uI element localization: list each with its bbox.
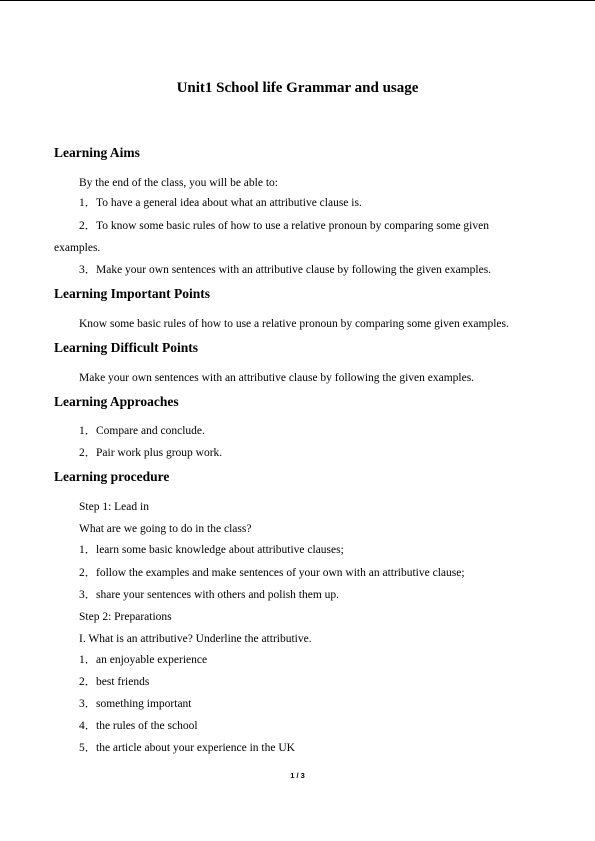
aims-item-1-number: 1． xyxy=(79,197,97,209)
top-border-rule xyxy=(0,0,595,1)
step2-item-1-number: 1． xyxy=(79,654,97,666)
approaches-item-1 xyxy=(79,424,205,438)
approaches-item-2 xyxy=(79,446,222,460)
step2-item-3 xyxy=(79,697,192,711)
step1-item-3-number: 3． xyxy=(79,589,97,601)
aims-item-3-text: Make your own sentences with an attributive clause by following the given examples. xyxy=(96,264,492,276)
aims-item-3-number: 3． xyxy=(79,264,97,276)
step2-item-2-number: 2． xyxy=(79,676,97,688)
step1-item-2-number: 2． xyxy=(79,567,97,579)
step1-title: Step 1: Lead in xyxy=(79,501,149,513)
document-title: Unit1 School life Grammar and usage xyxy=(176,80,419,96)
aims-intro: By the end of the class, you will be able to: xyxy=(79,177,278,189)
step1-item-1-number: 1． xyxy=(79,544,97,556)
step2-item-2-text: best friends xyxy=(96,676,150,688)
aims-item-1-text: To have a general idea about what an attributive clause is. xyxy=(96,197,362,209)
heading-learning-procedure: Learning procedure xyxy=(54,469,170,484)
approaches-item-1-number: 1． xyxy=(79,425,97,437)
step1-item-1 xyxy=(79,543,344,557)
step2-item-5-number: 5． xyxy=(79,742,97,754)
step1-item-3 xyxy=(79,588,339,602)
page-number: 1 / 3 xyxy=(290,771,305,780)
step1-item-2-text: follow the examples and make sentences of your own with an attributive clause; xyxy=(96,567,465,579)
heading-important-points: Learning Important Points xyxy=(54,286,211,301)
aims-item-1 xyxy=(79,196,362,210)
aims-item-2 xyxy=(79,219,489,233)
step2-item-4-text: the rules of the school xyxy=(96,720,198,732)
aims-item-3 xyxy=(79,263,491,277)
aims-item-2-continuation: examples. xyxy=(54,242,101,254)
step1-question: What are we going to do in the class? xyxy=(79,523,252,535)
aims-item-2-number: 2． xyxy=(79,220,97,232)
step2-item-1 xyxy=(79,653,207,667)
heading-learning-aims: Learning Aims xyxy=(54,145,140,160)
step2-item-1-text: an enjoyable experience xyxy=(96,654,208,666)
step2-item-5-text: the article about your experience in the UK xyxy=(96,742,295,754)
step1-item-2 xyxy=(79,566,465,580)
step2-item-4 xyxy=(79,719,198,733)
step1-item-3-text: share your sentences with others and polish them up. xyxy=(96,589,340,601)
approaches-item-1-text: Compare and conclude. xyxy=(96,425,205,437)
step2-item-3-number: 3． xyxy=(79,698,97,710)
approaches-item-2-text: Pair work plus group work. xyxy=(96,447,223,459)
difficult-points-text: Make your own sentences with an attributive clause by following the given examples. xyxy=(79,372,475,384)
heading-learning-approaches: Learning Approaches xyxy=(54,394,179,409)
step1-item-1-text: learn some basic knowledge about attributive clauses; xyxy=(96,544,344,556)
approaches-item-2-number: 2． xyxy=(79,447,97,459)
important-points-text: Know some basic rules of how to use a relative pronoun by comparing some given examples. xyxy=(79,318,509,330)
heading-difficult-points: Learning Difficult Points xyxy=(54,340,198,355)
aims-item-2-text: To know some basic rules of how to use a relative pronoun by comparing some given xyxy=(96,220,489,232)
step2-question: I. What is an attributive? Underline the attributive. xyxy=(79,633,312,645)
step2-item-5 xyxy=(79,741,295,755)
step2-item-2 xyxy=(79,675,149,689)
step2-title: Step 2: Preparations xyxy=(79,611,172,623)
step2-item-3-text: something important xyxy=(96,698,192,710)
step2-item-4-number: 4． xyxy=(79,720,97,732)
